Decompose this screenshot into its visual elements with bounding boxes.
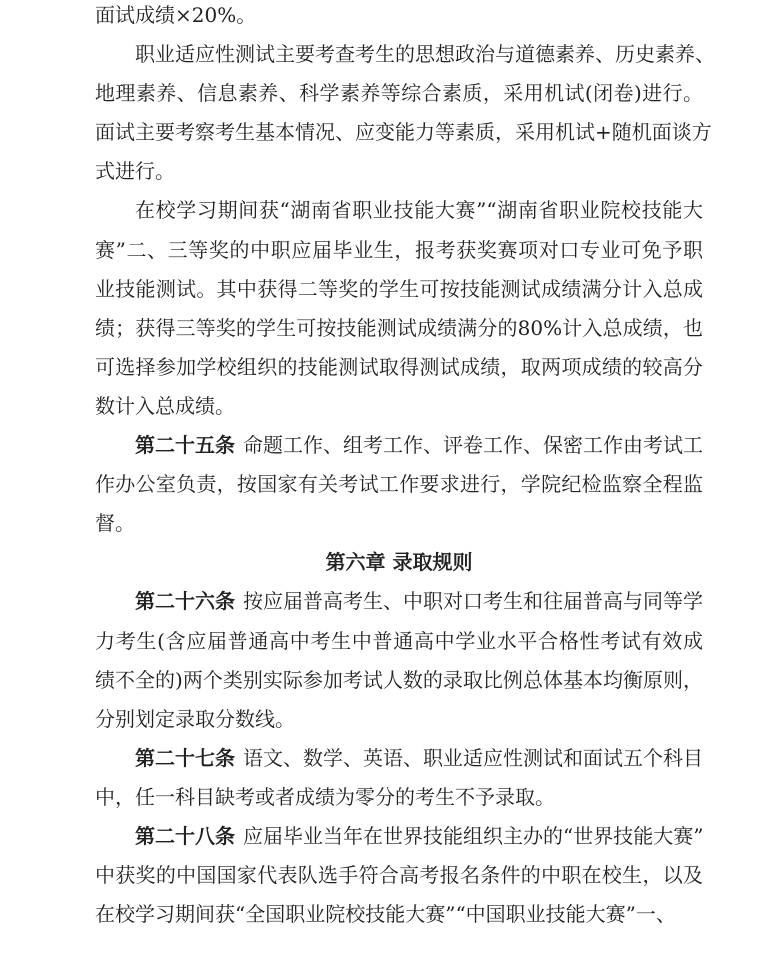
line-text: 职业适应性测试主要考查考生的思想政治与道德素养、历史素养、 [135, 42, 715, 67]
document-page [95, 0, 715, 934]
paragraph-line [95, 35, 715, 74]
line-text: 中，任一科目缺考或者成绩为零分的考生不予录取。 [95, 784, 555, 809]
paragraph-line [95, 700, 703, 739]
line-text: 面试主要考察考生基本情况、应变能力等素质，采用机试+随机面谈方 [95, 120, 712, 145]
line-text: 命题工作、组考工作、评卷工作、保密工作由考试工 [243, 433, 703, 458]
paragraph-line [95, 856, 703, 895]
line-text: 作办公室负责，按国家有关考试工作要求进行，学院纪检监察全程监 [95, 472, 703, 497]
line-text: 绩；获得三等奖的学生可按技能测试成绩满分的80%计入总成绩，也 [95, 315, 703, 340]
article-number: 第二十五条 [135, 433, 235, 458]
paragraph-line [95, 191, 703, 230]
paragraph-line [95, 895, 703, 934]
line-text: 业技能测试。其中获得二等奖的学生可按技能测试成绩满分计入总成 [95, 276, 703, 301]
paragraph-line [95, 309, 703, 348]
line-text: 数计入总成绩。 [95, 393, 235, 418]
line-text: 赛”二、三等奖的中职应届毕业生，报考获奖赛项对口专业可免予职 [95, 237, 703, 262]
line-text: 在校学习期间获“湖南省职业技能大赛”“湖南省职业院校技能大 [135, 198, 703, 223]
chapter-heading: 第六章 录取规则 [325, 550, 473, 575]
article-number: 第二十八条 [135, 823, 235, 848]
paragraph-line [95, 778, 703, 817]
line-text: 在校学习期间获“全国职业院校技能大赛”“中国职业技能大赛”一、 [95, 902, 676, 927]
line-text: 地理素养、信息素养、科学素养等综合素质，采用机试(闭卷)进行。 [95, 81, 703, 106]
paragraph-line [95, 74, 703, 113]
paragraph-line [95, 817, 703, 856]
paragraph-line [95, 622, 703, 661]
line-text: 中获奖的中国国家代表队选手符合高考报名条件的中职在校生，以及 [95, 863, 703, 888]
paragraph-line [95, 504, 703, 543]
line-text: 可选择参加学校组织的技能测试取得测试成绩，取两项成绩的较高分 [95, 354, 703, 379]
paragraph-line [95, 113, 712, 152]
article-number: 第二十七条 [135, 745, 235, 770]
line-text: 式进行。 [95, 159, 175, 184]
paragraph-line [95, 348, 703, 387]
paragraph-line [95, 426, 703, 465]
paragraph-line [95, 152, 703, 191]
line-text: 绩不全的)两个类别实际参加考试人数的录取比例总体基本均衡原则， [95, 667, 703, 692]
paragraph-line [95, 465, 703, 504]
line-text: 力考生(含应届普通高中考生中普通高中学业水平合格性考试有效成 [95, 628, 703, 653]
paragraph-line [95, 739, 703, 778]
line-text: 语文、数学、英语、职业适应性测试和面试五个科目 [243, 745, 703, 770]
line-text: 督。 [95, 511, 135, 536]
paragraph-line [95, 387, 703, 426]
article-number: 第二十六条 [135, 589, 235, 614]
line-text: 按应届普高考生、中职对口考生和往届普高与同等学 [243, 589, 703, 614]
paragraph-line [95, 270, 703, 309]
line-text: 分别划定录取分数线。 [95, 706, 295, 731]
paragraph-line [95, 231, 703, 270]
paragraph-line [95, 582, 703, 621]
line-text: 面试成绩×20%。 [95, 3, 257, 27]
line-text: 应届毕业当年在世界技能组织主办的“世界技能大赛” [243, 823, 704, 848]
paragraph-line [95, 661, 703, 700]
paragraph-line [95, 0, 703, 35]
